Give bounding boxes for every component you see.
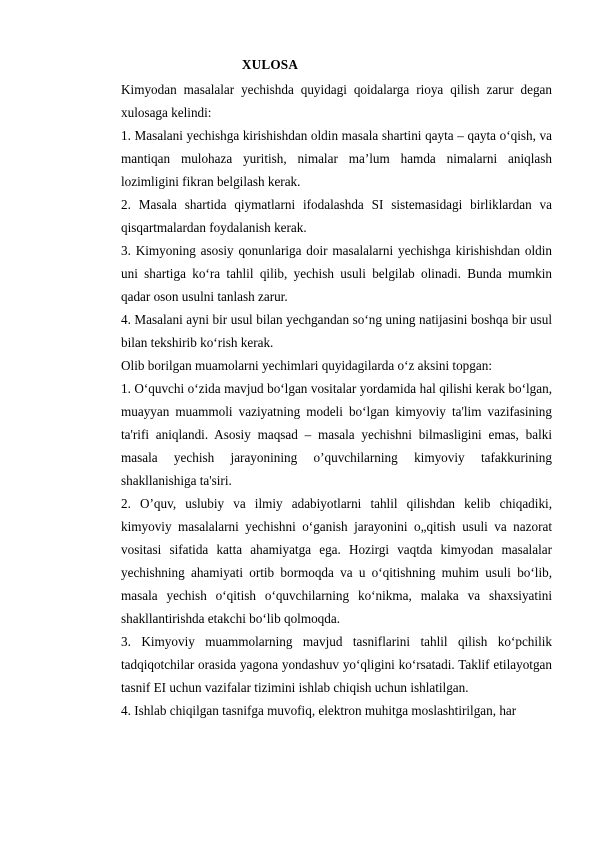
paragraph — [121, 124, 552, 193]
paragraph-text: 1. O‘quvchi o‘zida mavjud bo‘lgan vositalar yordamida hal qilishi kerak bo‘lgan, muayyan muammoli vaziyatning modeli bo‘lgan kimyoviy ta'lim vazifasining ta'rifi aniqlandi. Asosiy maqsad – masala yechishni bilmasligini emas, balki masala yechish jarayonining o’quvchilarning kimyoviy tafakkurining shakllanishiga ta'siri. — [121, 381, 552, 488]
paragraph-text: Olib borilgan muamolarni yechimlari quyidagilarda o‘z aksini topgan: — [121, 358, 492, 373]
paragraph — [121, 78, 552, 124]
paragraph — [121, 377, 552, 492]
paragraph-text: 3. Kimyoning asosiy qonunlariga doir masalalarni yechishga kirishishdan oldin uni shartiga ko‘ra tahlil qilib, yechish usuli belgilab olinadi. Bunda mumkin qadar oson usulni tanlash zarur. — [121, 243, 552, 304]
paragraph — [121, 630, 552, 699]
paragraph-text: 3. Kimyoviy muammolarning mavjud tasniflarini tahlil qilish ko‘pchilik tadqiqotchilar orasida yagona yondashuv yo‘qligini ko‘rsatadi. Taklif etilayotgan tasnif EI uchun vazifalar tizimini ishlab chiqish uchun ishlatilgan. — [121, 634, 552, 695]
paragraph-text: 1. Masalani yechishga kirishishdan oldin masala shartini qayta – qayta o‘qish, va mantiqan mulohaza yuritish, nimalar ma’lum hamda nimalarni aniqlash lozimligini fikran belgilash kerak. — [121, 128, 552, 189]
paragraph-text: Kimyodan masalalar yechishda quyidagi qoidalarga rioya qilish zarur degan xulosaga kelindi: — [121, 82, 552, 120]
paragraph-text: 2. Masala shartida qiymatlarni ifodalashda SI sistemasidagi birliklardan va qisqartmalardan foydalanish kerak. — [121, 197, 552, 235]
page-title: XULOSA — [241, 57, 299, 72]
paragraph — [121, 492, 552, 630]
paragraph — [121, 193, 552, 239]
paragraph — [121, 354, 552, 377]
paragraph — [121, 308, 552, 354]
document-body — [121, 78, 552, 722]
paragraph — [121, 239, 552, 308]
paragraph — [121, 699, 552, 722]
paragraph-text: 4. Ishlab chiqilgan tasnifga muvofiq, elektron muhitga moslashtirilgan, har — [121, 703, 517, 718]
paragraph-text: 2. O’quv, uslubiy va ilmiy adabiyotlarni tahlil qilishdan kelib chiqadiki, kimyoviy masalalarni yechishni o‘ganish jarayonini o„qitish usuli va nazorat vositasi sifatida katta ahamiyatga ega. Hozirgi vaqtda kimyodan masalalar yechishning ahamiyati ortib bormoqda va u o‘qitishning muhim usuli bo‘lib, masala yechish o‘qitish o‘quvchilarning ko‘nikma, malaka va shaxsiyatini shakllantirishda etakchi bo‘lib qolmoqda. — [121, 496, 552, 626]
paragraph-text: 4. Masalani ayni bir usul bilan yechgandan so‘ng uning natijasini boshqa bir usul bilan tekshirib ko‘rish kerak. — [121, 312, 552, 350]
